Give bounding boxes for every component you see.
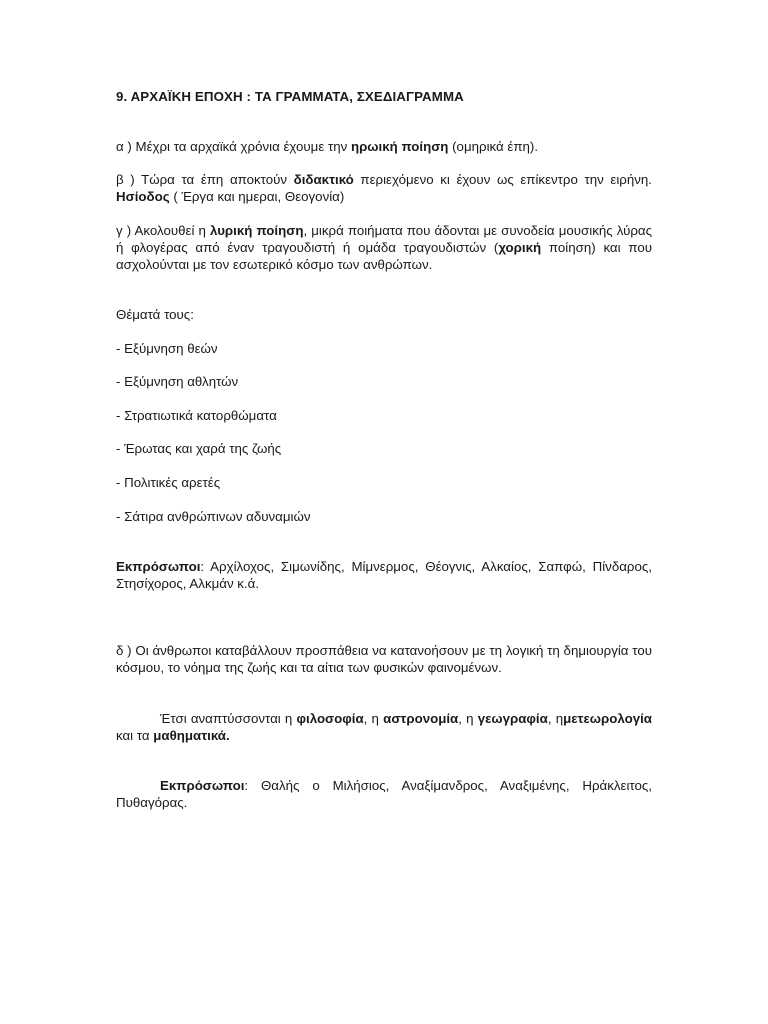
paragraph-b-bold-1: διδακτικό <box>293 172 354 187</box>
paragraph-e-period: . <box>226 728 230 743</box>
paragraph-b-text-3: ( Έργα και ημεραι, Θεογονία) <box>169 189 345 204</box>
paragraph-b <box>116 171 652 205</box>
representatives-philosophers-label: Εκπρόσωποι <box>160 778 245 793</box>
representatives-philosophers-names: : Θαλής ο Μιλήσιος, Αναξίμανδρος, Αναξιμένης, Ηράκλειτος, Πυθαγόρας. <box>116 778 652 810</box>
paragraph-d: δ ) Οι άνθρωποι καταβάλλουν προσπάθεια να κατανοήσουν με τη λογική τη δημιουργία του κόσμου, το νόημα της ζωής και τα αίτια των φυσικών φαινομένων. <box>116 643 652 675</box>
paragraph-e-text-3: , η <box>458 711 478 726</box>
paragraph-e <box>116 710 652 744</box>
meteorology-term: μετεωρολογία <box>563 711 652 726</box>
paragraph-a-text-2: (ομηρικά έπη). <box>448 139 539 154</box>
representatives-lyric <box>116 558 652 592</box>
geography-term: γεωγραφία <box>477 711 548 726</box>
theme-item: - Έρωτας και χαρά της ζωής <box>116 441 282 456</box>
paragraph-c-text-3: ποίηση) και που ασχολούνται με τον εσωτερικό κόσμο των ανθρώπων. <box>116 240 653 272</box>
document-title: 9. ΑΡΧΑΪΚΗ ΕΠΟΧΗ : ΤΑ ΓΡΑΜΜΑΤΑ, ΣΧΕΔΙΑΓΡΑΜΜΑ <box>116 89 464 104</box>
paragraph-b-bold-2: Ησίοδος <box>116 189 170 204</box>
paragraph-b-text-1: β ) Τώρα τα έπη αποκτούν <box>116 172 294 187</box>
theme-item: - Εξύμνηση αθλητών <box>116 374 239 389</box>
paragraph-c-bold-1: λυρική ποίηση <box>210 223 304 238</box>
themes-label: Θέματά τους: <box>116 307 194 322</box>
mathematics-term: μαθηματικά <box>153 728 226 743</box>
paragraph-c-bold-2: χορική <box>498 240 542 255</box>
paragraph-e-text-1: Έτσι αναπτύσσονται η <box>160 711 297 726</box>
paragraph-a-text-1: α ) Μέχρι τα αρχαϊκά χρόνια έχουμε την <box>116 139 351 154</box>
representatives-philosophers <box>116 777 652 811</box>
paragraph-c-text-2: , μικρά ποιήματα που άδονται με συνοδεία μουσικής λύρας ή φλογέρας από έναν τραγουδιστή ή ομάδα τραγουδιστών ( <box>116 223 652 255</box>
representatives-lyric-label: Εκπρόσωποι <box>116 559 201 574</box>
paragraph-a <box>116 138 652 155</box>
theme-item: - Στρατιωτικά κατορθώματα <box>116 408 277 423</box>
representatives-lyric-names: : Αρχίλοχος, Σιμωνίδης, Μίμνερμος, Θέογνις, Αλκαίος, Σαπφώ, Πίνδαρος, Στησίχορος, Αλκμάν κ.ά. <box>116 559 652 591</box>
paragraph-c-text-1: γ ) Ακολουθεί η <box>116 223 210 238</box>
paragraph-e-text-2: , η <box>363 711 384 726</box>
theme-item: - Εξύμνηση θεών <box>116 341 218 356</box>
paragraph-a-bold-1: ηρωική ποίηση <box>350 139 449 154</box>
paragraph-c <box>116 222 652 273</box>
paragraph-e-text-5: και τα <box>116 728 154 743</box>
theme-item: - Σάτιρα ανθρώπινων αδυναμιών <box>116 509 311 524</box>
astronomy-term: αστρονομία <box>383 711 459 726</box>
philosophy-term: φιλοσοφία <box>296 711 364 726</box>
theme-item: - Πολιτικές αρετές <box>116 475 221 490</box>
paragraph-e-text-4: , η <box>547 711 564 726</box>
paragraph-b-text-2: περιεχόμενο κι έχουν ως επίκεντρο την ειρήνη. <box>353 172 652 187</box>
